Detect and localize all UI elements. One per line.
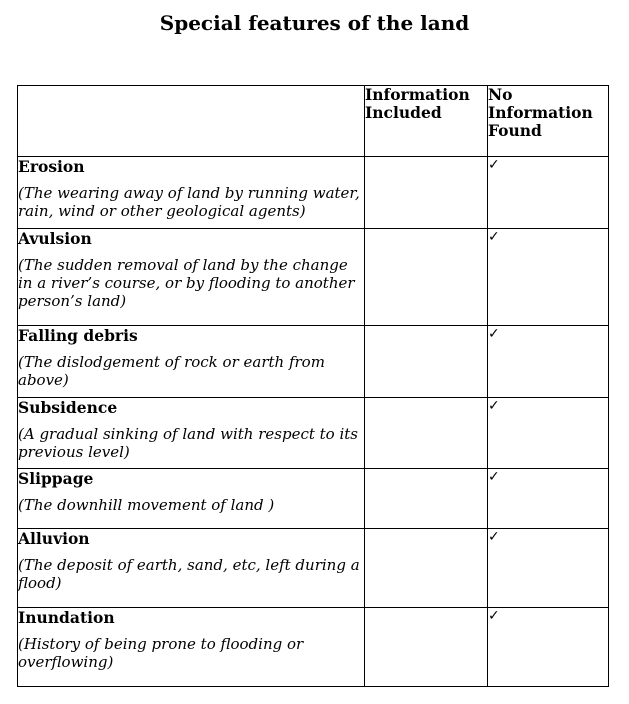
feature-name: Inundation (18, 608, 115, 627)
information-included-cell (365, 469, 488, 529)
table-row (18, 229, 609, 326)
table-row (18, 157, 609, 229)
feature-name: Subsidence (18, 398, 118, 417)
information-included-cell (365, 608, 488, 687)
header-feature (18, 86, 365, 157)
table-header-row (18, 86, 609, 157)
feature-name: Alluvion (18, 529, 90, 548)
feature-description: (The sudden removal of land by the change in a river’s course, or by flooding to another person’s land) (18, 256, 355, 310)
feature-name: Avulsion (18, 229, 92, 248)
table-row (18, 469, 609, 529)
check-icon: ✓ (488, 157, 500, 173)
check-icon: ✓ (488, 229, 500, 245)
check-icon: ✓ (488, 529, 500, 545)
feature-description: (The downhill movement of land ) (18, 496, 275, 514)
no-information-found-cell (488, 157, 609, 229)
no-information-found-cell (488, 529, 609, 608)
feature-description: (A gradual sinking of land with respect to its previous level) (18, 425, 358, 461)
check-icon: ✓ (488, 398, 500, 414)
check-icon: ✓ (488, 326, 500, 342)
no-information-found-cell (488, 608, 609, 687)
information-included-cell (365, 229, 488, 326)
feature-cell (18, 326, 365, 398)
feature-name: Erosion (18, 157, 85, 176)
table-row (18, 326, 609, 398)
header-no-information-found: No Information Found (488, 86, 609, 157)
feature-name: Falling debris (18, 326, 138, 345)
feature-name: Slippage (18, 469, 94, 488)
feature-cell (18, 469, 365, 529)
features-table (17, 85, 609, 687)
table-row (18, 608, 609, 687)
feature-cell (18, 529, 365, 608)
header-information-included: Information Included (365, 86, 488, 157)
feature-description: (History of being prone to flooding or overflowing) (18, 635, 304, 671)
information-included-cell (365, 398, 488, 469)
feature-description: (The dislodgement of rock or earth from above) (18, 353, 325, 389)
page-title: Special features of the land (159, 11, 470, 35)
feature-cell (18, 398, 365, 469)
check-icon: ✓ (488, 608, 500, 624)
information-included-cell (365, 157, 488, 229)
information-included-cell (365, 529, 488, 608)
no-information-found-cell (488, 469, 609, 529)
feature-cell (18, 229, 365, 326)
check-icon: ✓ (488, 469, 500, 485)
no-information-found-cell (488, 326, 609, 398)
feature-cell (18, 608, 365, 687)
no-information-found-cell (488, 398, 609, 469)
table-row (18, 529, 609, 608)
feature-cell (18, 157, 365, 229)
table-row (18, 398, 609, 469)
no-information-found-cell (488, 229, 609, 326)
feature-description: (The deposit of earth, sand, etc, left during a flood) (18, 556, 360, 592)
information-included-cell (365, 326, 488, 398)
feature-description: (The wearing away of land by running water, rain, wind or other geological agents) (18, 184, 360, 220)
